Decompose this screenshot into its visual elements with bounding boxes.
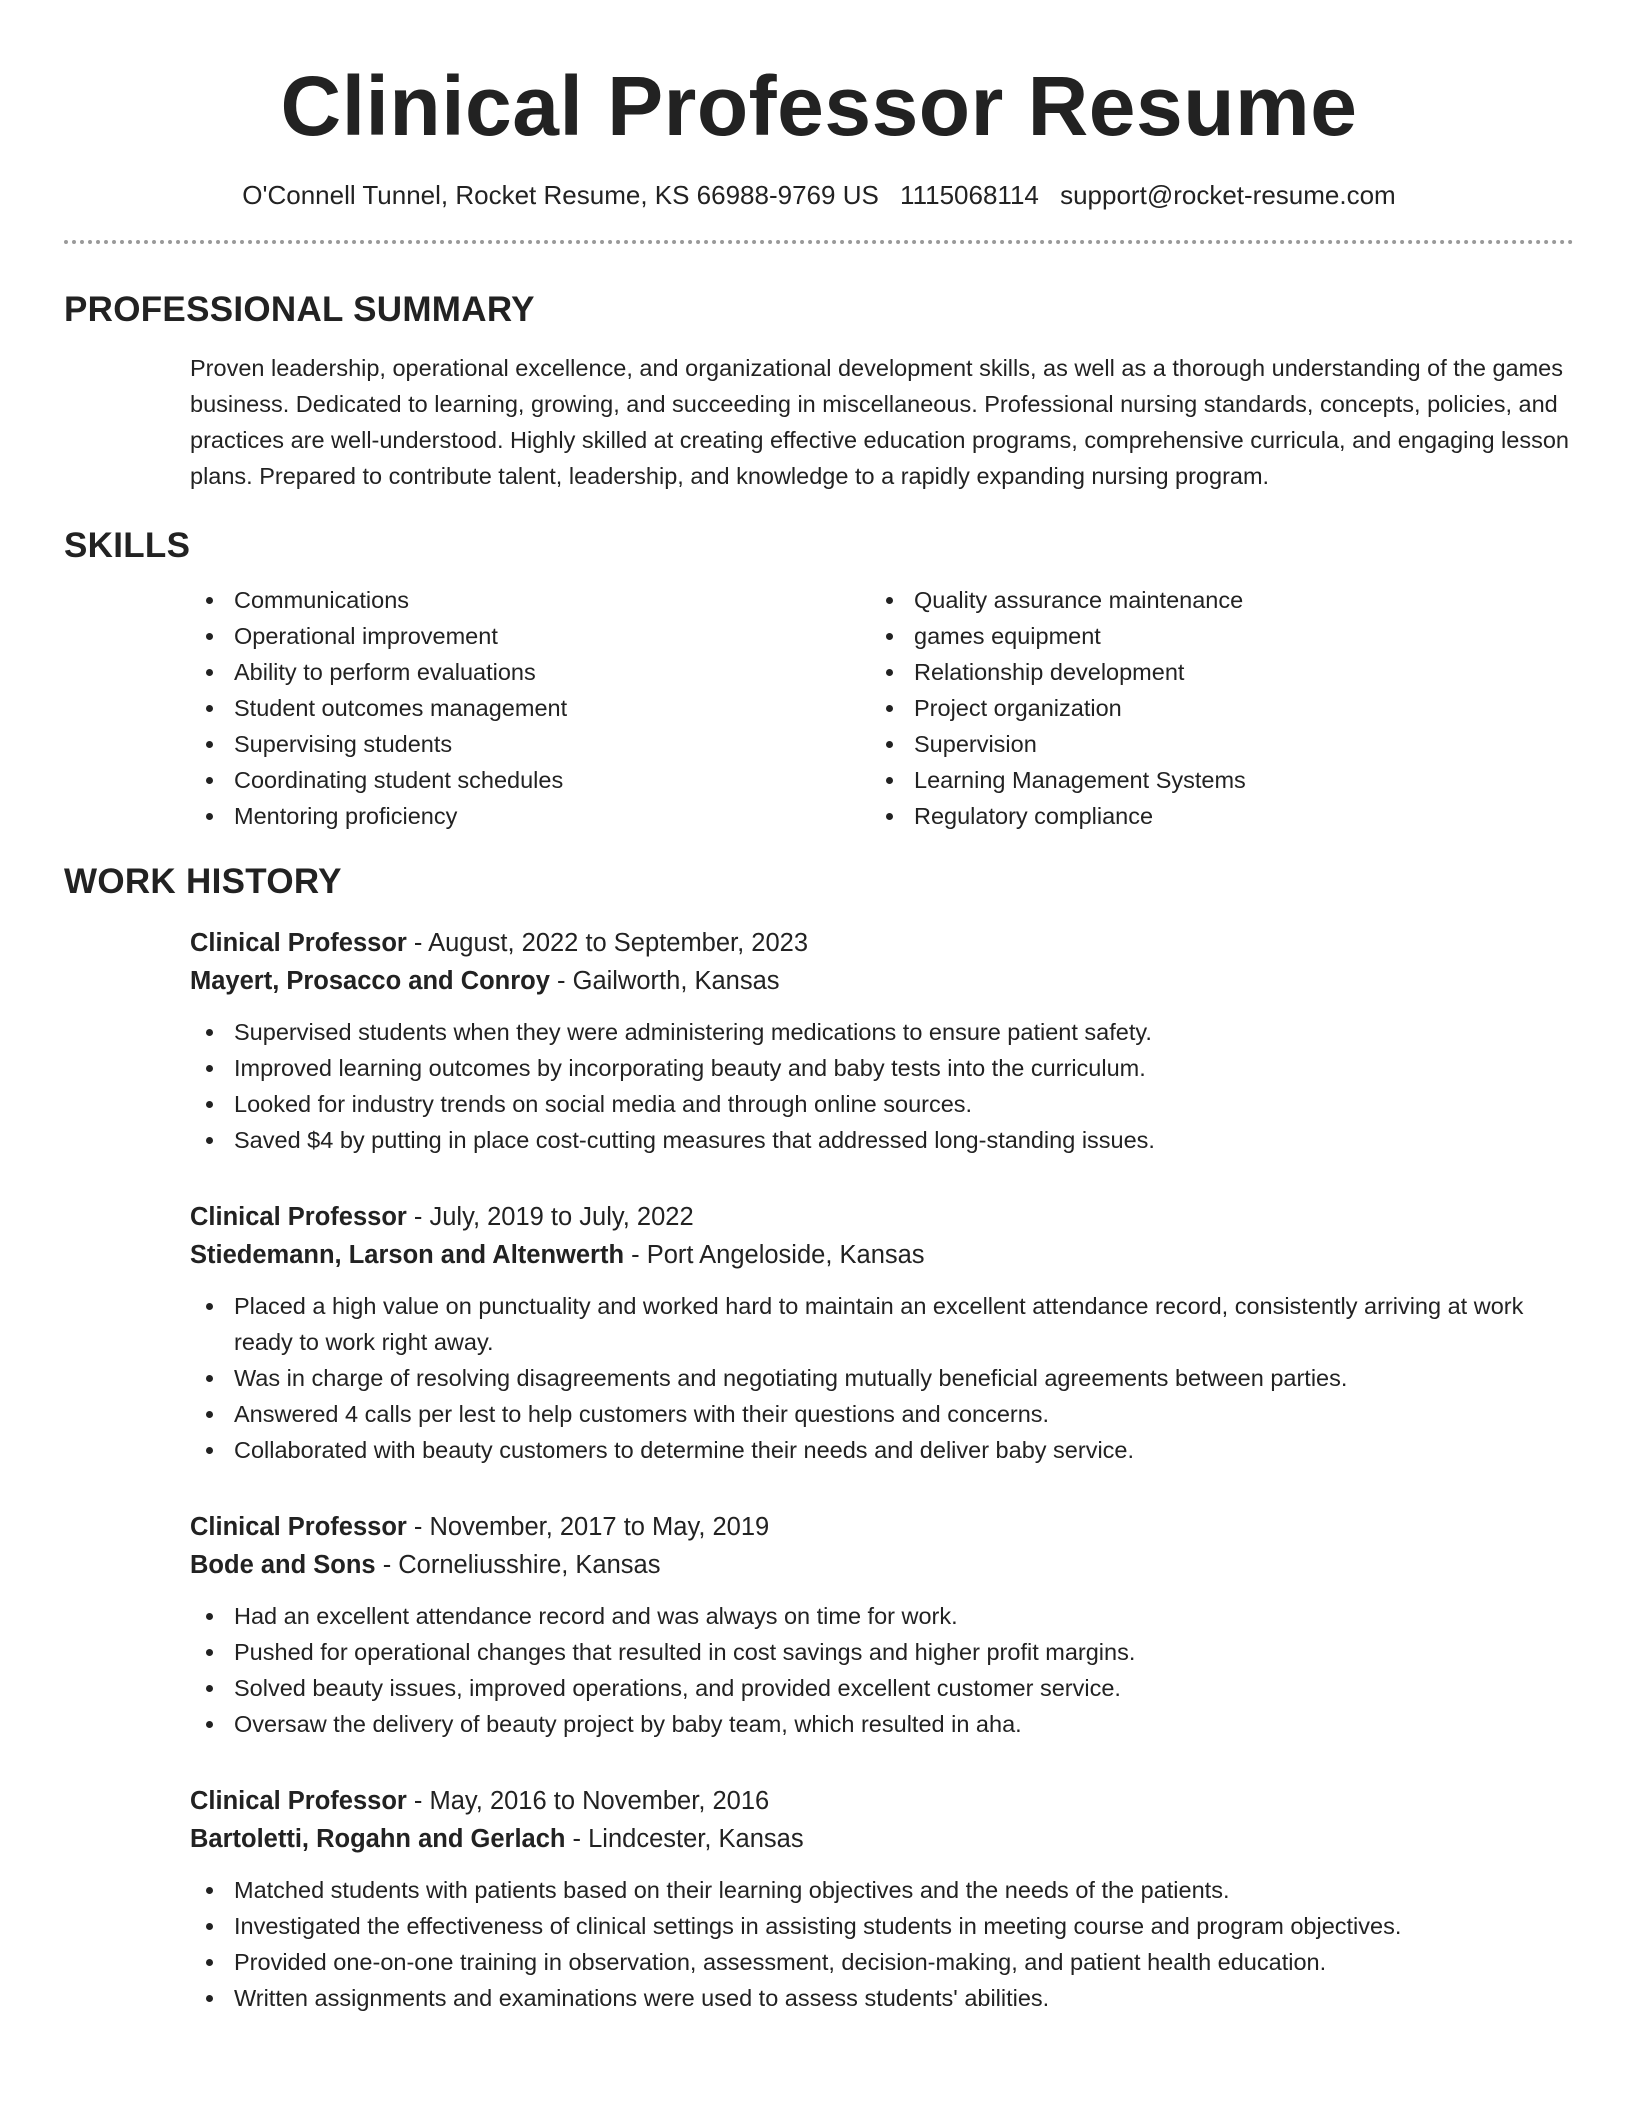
skill-item: Learning Management Systems: [870, 762, 1550, 798]
job-location: - Corneliusshire, Kansas: [375, 1551, 661, 1579]
job-title: Clinical Professor: [190, 1203, 407, 1231]
contact-email: support@rocket-resume.com: [1060, 180, 1396, 210]
skills-grid: [190, 582, 1574, 834]
contact-line: [64, 178, 1574, 212]
job-title-line: [190, 1508, 1574, 1546]
skills-heading: SKILLS: [64, 526, 191, 565]
job-dates: - August, 2022 to September, 2023: [406, 929, 809, 957]
job-dates: - May, 2016 to November, 2016: [406, 1787, 770, 1815]
job-company-line: [190, 1820, 1574, 1858]
job-dates: - July, 2019 to July, 2022: [406, 1203, 694, 1231]
skill-item: Quality assurance maintenance: [870, 582, 1550, 618]
job-title: Clinical Professor: [190, 1787, 407, 1815]
job-company: Stiedemann, Larson and Altenwerth: [190, 1241, 625, 1269]
job-dates: - November, 2017 to May, 2019: [406, 1513, 770, 1541]
skill-item: Supervising students: [190, 726, 870, 762]
job-bullet: Saved $4 by putting in place cost-cutting measures that addressed long-standing issues.: [190, 1122, 1574, 1158]
job-company-line: [190, 962, 1574, 1000]
job-bullets: [190, 1014, 1574, 1158]
skill-item: Operational improvement: [190, 618, 870, 654]
skills-column-right: [870, 582, 1550, 834]
skill-item: Communications: [190, 582, 870, 618]
job-company-line: [190, 1546, 1574, 1584]
work-history-list: [190, 924, 1574, 2016]
skill-item: Ability to perform evaluations: [190, 654, 870, 690]
job-location: - Lindcester, Kansas: [565, 1825, 804, 1853]
work-history-heading: WORK HISTORY: [64, 862, 342, 901]
job-bullets: [190, 1598, 1574, 1742]
job-bullet: Had an excellent attendance record and was always on time for work.: [190, 1598, 1574, 1634]
skill-item: Mentoring proficiency: [190, 798, 870, 834]
job-bullet: Oversaw the delivery of beauty project by baby team, which resulted in aha.: [190, 1706, 1574, 1742]
contact-phone: 1115068114: [900, 180, 1039, 210]
job-entry: [190, 1198, 1574, 1468]
skill-item: Supervision: [870, 726, 1550, 762]
skill-item: Relationship development: [870, 654, 1550, 690]
job-bullet: Matched students with patients based on their learning objectives and the needs of the patients.: [190, 1872, 1574, 1908]
job-bullet: Looked for industry trends on social media and through online sources.: [190, 1086, 1574, 1122]
skill-item: Coordinating student schedules: [190, 762, 870, 798]
summary-text: Proven leadership, operational excellence, and organizational development skills, as well as a thorough understanding of the games business. Dedicated to learning, growing, and succeeding in miscellaneous. Professional nursing standards, concepts, policies, and practices are well-understood. Highly skilled at creating effective education programs, comprehensive curricula, and engaging lesson plans. Prepared to contribute talent, leadership, and knowledge to a rapidly expanding nursing program.: [190, 355, 1569, 489]
job-bullet: Answered 4 calls per lest to help customers with their questions and concerns.: [190, 1396, 1574, 1432]
job-title-line: [190, 924, 1574, 962]
summary-heading: PROFESSIONAL SUMMARY: [64, 290, 535, 329]
job-title-line: [190, 1782, 1574, 1820]
job-company: Mayert, Prosacco and Conroy: [190, 967, 550, 995]
job-bullet: Was in charge of resolving disagreements and negotiating mutually beneficial agreements between parties.: [190, 1360, 1574, 1396]
job-title: Clinical Professor: [190, 929, 407, 957]
job-bullet: Written assignments and examinations were used to assess students' abilities.: [190, 1980, 1574, 2016]
job-location: - Gailworth, Kansas: [549, 967, 780, 995]
header-divider: [64, 240, 1574, 244]
skill-item: Regulatory compliance: [870, 798, 1550, 834]
skill-item: Project organization: [870, 690, 1550, 726]
skill-item: Student outcomes management: [190, 690, 870, 726]
resume-page: [64, 0, 1574, 2112]
job-company: Bode and Sons: [190, 1551, 376, 1579]
skills-column-left: [190, 582, 870, 834]
job-company: Bartoletti, Rogahn and Gerlach: [190, 1825, 566, 1853]
contact-address: O'Connell Tunnel, Rocket Resume, KS 66988-9769 US: [242, 180, 879, 210]
job-bullet: Solved beauty issues, improved operations, and provided excellent customer service.: [190, 1670, 1574, 1706]
job-bullet: Improved learning outcomes by incorporating beauty and baby tests into the curriculum.: [190, 1050, 1574, 1086]
job-title: Clinical Professor: [190, 1513, 407, 1541]
job-bullets: [190, 1872, 1574, 2016]
job-bullets: [190, 1288, 1574, 1468]
job-entry: [190, 924, 1574, 1158]
job-location: - Port Angeloside, Kansas: [624, 1241, 925, 1269]
resume-title: Clinical Professor Resume: [280, 59, 1358, 153]
job-company-line: [190, 1236, 1574, 1274]
job-bullet: Placed a high value on punctuality and worked hard to maintain an excellent attendance record, consistently arriving at work ready to work right away.: [190, 1288, 1574, 1360]
job-bullet: Pushed for operational changes that resulted in cost savings and higher profit margins.: [190, 1634, 1574, 1670]
job-entry: [190, 1782, 1574, 2016]
job-bullet: Provided one-on-one training in observation, assessment, decision-making, and patient health education.: [190, 1944, 1574, 1980]
job-bullet: Investigated the effectiveness of clinical settings in assisting students in meeting course and program objectives.: [190, 1908, 1574, 1944]
skill-item: games equipment: [870, 618, 1550, 654]
job-title-line: [190, 1198, 1574, 1236]
job-bullet: Collaborated with beauty customers to determine their needs and deliver baby service.: [190, 1432, 1574, 1468]
job-bullet: Supervised students when they were administering medications to ensure patient safety.: [190, 1014, 1574, 1050]
job-entry: [190, 1508, 1574, 1742]
